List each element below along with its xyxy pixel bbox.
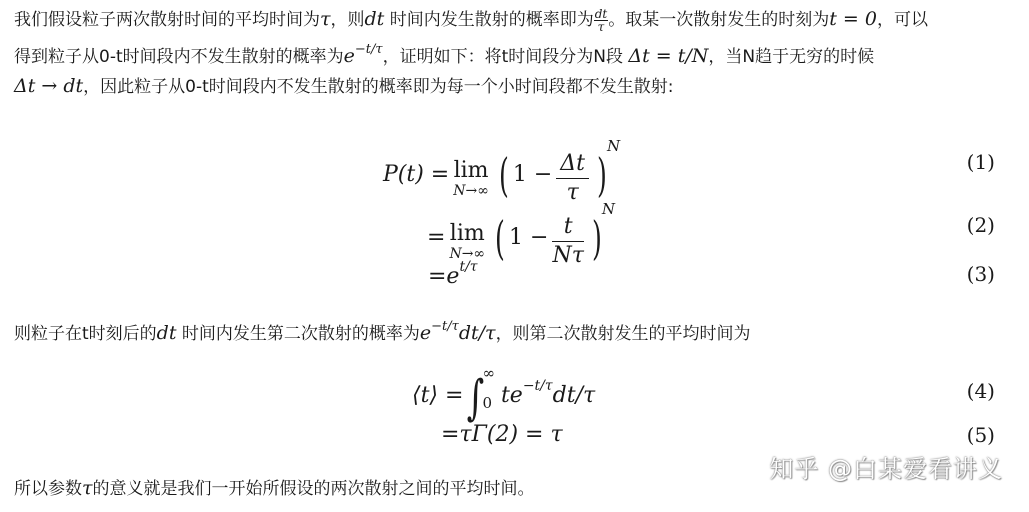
- eq1-lhs: P(t) =: [383, 162, 450, 187]
- limit-subscript: N→∞: [449, 246, 486, 262]
- math-dt: dt: [156, 322, 177, 344]
- eq1-one-minus: 1 −: [512, 162, 553, 187]
- limit-word: lim: [453, 158, 489, 183]
- fraction-numerator: dt: [594, 7, 608, 21]
- text: ，可以: [876, 10, 928, 30]
- text: 则粒子在t时刻后的: [14, 324, 157, 344]
- integral-limits: [482, 366, 495, 410]
- text: ，则: [330, 10, 365, 30]
- text: ，因此粒子从0-t时间段内不发生散射的概率即为每一个小时间段都不发生散射:: [83, 77, 674, 97]
- eq1-numerator: Δt: [556, 150, 589, 179]
- equation-number-3: (3): [966, 262, 995, 286]
- text: ，则第二次散射发生的平均时间为: [495, 324, 751, 344]
- fraction-denominator: τ: [597, 20, 605, 34]
- equals-sign: =: [427, 225, 446, 250]
- right-paren: ): [597, 148, 607, 202]
- equation-4: [412, 366, 595, 426]
- integral-sign: ∫: [467, 370, 485, 426]
- eq3-power: t/τ: [459, 259, 478, 275]
- eq4-lhs: ⟨t⟩ =: [412, 383, 464, 408]
- equation-1: [383, 137, 620, 207]
- eq1-power: N: [606, 137, 621, 155]
- eq2-power: N: [601, 200, 615, 218]
- text: 时间内发生第二次散射的概率为: [176, 324, 420, 344]
- equation-number-2: (2): [966, 213, 995, 237]
- text: 得到粒子从0-t时间段内不发生散射的概率为: [14, 47, 344, 67]
- equation-3: [428, 259, 478, 289]
- equation-5: [441, 422, 563, 447]
- intro-paragraph: [14, 5, 1014, 102]
- zhihu-watermark: 知乎 @白某爱看讲义: [769, 455, 1003, 483]
- inline-fraction: [594, 8, 609, 33]
- text: 。取某一次散射发生的时刻为: [608, 10, 830, 30]
- eq2-denominator: Nτ: [552, 243, 584, 268]
- math-e: e: [419, 322, 432, 344]
- integral-upper-limit: ∞: [482, 364, 495, 382]
- second-paragraph: [14, 312, 1014, 349]
- eq2-fraction: [552, 213, 583, 270]
- eq1-fraction: [556, 150, 589, 207]
- math-dt-over-tau: dt/τ: [458, 322, 496, 344]
- math-e: e: [343, 45, 355, 67]
- limit-operator: [449, 221, 486, 264]
- text: ，证明如下：将t时间段分为N段: [382, 47, 629, 67]
- left-paren: (: [495, 211, 506, 265]
- eq3-body: =e: [428, 264, 460, 289]
- eq4-tail: dt/τ: [552, 383, 596, 408]
- right-paren: ): [591, 211, 602, 265]
- math-tau: τ: [82, 477, 93, 499]
- eq2-numerator: t: [552, 213, 583, 242]
- math-limit: Δt → dt: [14, 75, 84, 97]
- math-dt: dt: [364, 8, 385, 30]
- text: 时间内发生散射的概率即为: [384, 10, 594, 30]
- limit-word: lim: [449, 221, 485, 246]
- eq1-denominator: τ: [566, 180, 579, 205]
- math-exponent: −t/τ: [354, 42, 383, 57]
- text: 我们假设粒子两次散射时间的平均时间为: [14, 10, 320, 30]
- text: 所以参数: [14, 479, 82, 499]
- math-tau: τ: [320, 8, 331, 30]
- limit-operator: [453, 158, 489, 201]
- math-t-zero: t = 0: [829, 8, 877, 30]
- text: 的意义就是我们一开始所假设的两次散射之间的平均时间。: [92, 479, 535, 499]
- left-paren: (: [498, 148, 509, 202]
- eq4-power: −t/τ: [522, 378, 553, 394]
- equation-number-4: (4): [966, 379, 995, 403]
- eq4-body: te: [500, 383, 523, 408]
- text: ，当N趋于无穷的时候: [708, 47, 875, 67]
- integral-lower-limit: 0: [482, 394, 492, 412]
- limit-subscript: N→∞: [453, 183, 489, 199]
- eq5-body: =τΓ(2) = τ: [441, 422, 563, 447]
- equation-number-1: (1): [966, 150, 995, 174]
- math-delta-t: Δt = t/N: [628, 45, 709, 67]
- eq2-one-minus: 1 −: [509, 225, 549, 250]
- math-exponent: −t/τ: [431, 319, 459, 334]
- equation-number-5: (5): [966, 423, 995, 447]
